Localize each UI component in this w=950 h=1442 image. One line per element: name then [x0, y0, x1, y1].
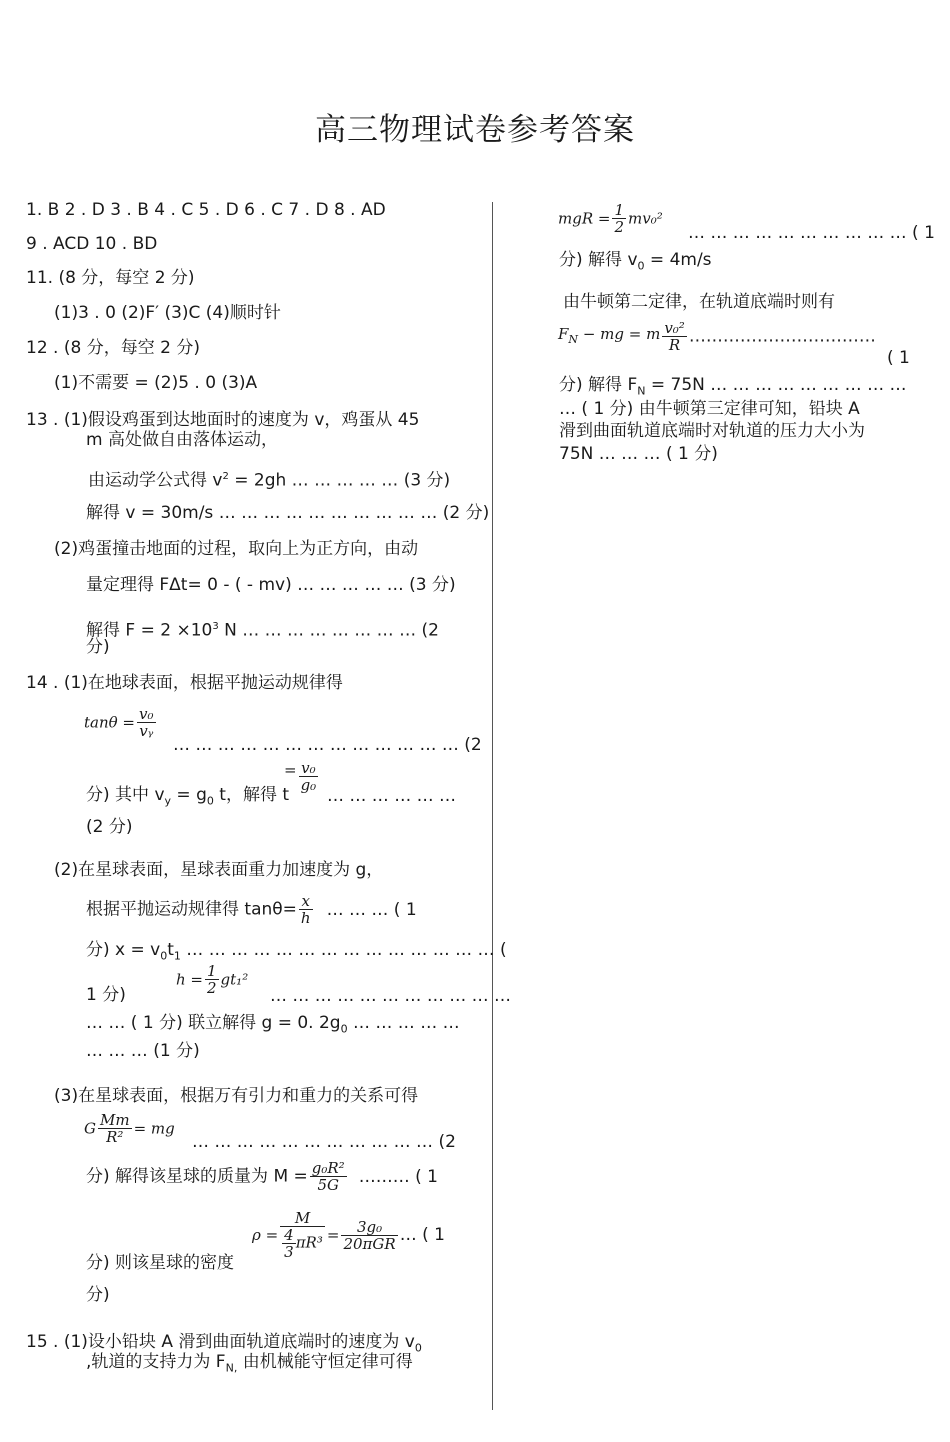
- q14-part1-dots2: … … … … … …: [327, 786, 457, 806]
- q14-t-formula: = $\frac{\text{v₀}}{\text{g₀}}$: [284, 759, 317, 794]
- q14-part3-dots: … … … … … … … … … … … (2: [192, 1132, 456, 1152]
- q14-part2-x: 分) $x = v_0t_1$ … … … … … … … … … … … … … … (: [86, 940, 507, 963]
- q13-part1-line2: m 高处做自由落体运动，: [86, 430, 278, 450]
- q13-part2-line1: (2)鸡蛋撞击地面的过程，取向上为正方向，由动: [54, 539, 419, 559]
- q14-part3-mass: 分) 解得该星球的质量为 M = $\frac{\text{g₀R²}}{5G}$ ……… ( 1: [86, 1159, 438, 1194]
- page-title: 高三物理试卷参考答案: [315, 112, 635, 148]
- newton-second-law-formula: $F_N$ − mg = m $\frac{\text{v₀²}}{R}$ ……………………………: [558, 319, 876, 354]
- q14-h-formula: h = $\frac{1}{2}$ gt₁²: [176, 962, 249, 997]
- q14-part2-dots: … … … … … … … … … … …: [270, 986, 512, 1006]
- q14-part1-vy: 分) 其中 $v_y = g_0$ t，解得 t: [86, 785, 290, 808]
- q15-part1-line1: 15 . (1)设小铅块 A 滑到曲面轨道底端时的速度为 $v_0$: [26, 1332, 422, 1355]
- q12-heading: 12 . (8 分，每空 2 分): [26, 338, 200, 358]
- q13-part2-result: 解得 $F = 2 \times 10^3$ N … … … … … … … … (2: [86, 620, 439, 641]
- q14-part3-line1: (3)在星球表面，根据万有引力和重力的关系可得: [54, 1086, 419, 1106]
- q14-part2-result: … … ( 1 分) 联立解得 g = 0. $2g_0$ … … … … …: [86, 1013, 460, 1036]
- v0-result: 分) 解得 $v_0 = 4m/s$: [559, 250, 712, 273]
- q14-part2-points1: 1 分): [86, 985, 126, 1005]
- mc-answers-row2: 9 . ACD 10 . BD: [26, 234, 158, 254]
- q14-part2-line1: (2)在星球表面，星球表面重力加速度为 g，: [54, 860, 384, 880]
- q15-part1-line2: ,轨道的支持力为 $F_{N,}$ 由机械能守恒定律可得: [86, 1352, 413, 1375]
- mc-answers-row1: 1. B 2 . D 3 . B 4 . C 5 . D 6 . C 7 . D 8 . AD: [26, 200, 386, 220]
- q14-gravity-formula: G $\frac{Mm}{\text{R²}}$ = mg: [84, 1111, 175, 1146]
- q14-density-formula: ρ = M $\frac{4}{3}$ πR³ = $\frac{\text{3g₀}}{\text{20πGR}}$ … ( 1: [252, 1209, 445, 1261]
- q13-part1-kinematics: 由运动学公式得 $v^2 = 2gh$ … … … … … (3 分): [88, 470, 451, 491]
- newton-third-law-line1: … ( 1 分) 由牛顿第三定律可知，铅块 A: [559, 399, 860, 419]
- column-divider: [492, 202, 493, 1410]
- q14-part1-points: (2 分): [86, 817, 133, 837]
- q11-answers: (1)3 . 0 (2)F′ (3)C (4)顺时针: [54, 303, 281, 323]
- q14-part1-line1: 14 . (1)在地球表面，根据平抛运动规律得: [26, 673, 343, 693]
- fn-result: 分) 解得 $F_N = 75N$ … … … … … … … … …: [559, 375, 907, 398]
- newton-second-law-points: ( 1: [887, 348, 910, 368]
- q13-part1-result: 解得 v = 30m/s … … … … … … … … … … (2 分): [86, 503, 490, 523]
- energy-dots: … … … … … … … … … … ( 1: [688, 223, 935, 243]
- energy-conservation-formula: mgR = $\frac{1}{2}$ mv₀²: [558, 201, 663, 236]
- q13-part2-points: 分): [86, 637, 110, 657]
- q13-part1-line1: 13 . (1)假设鸡蛋到达地面时的速度为 v，鸡蛋从 45: [26, 410, 420, 430]
- q14-part1-dots: … … … … … … … … … … … … … (2: [173, 735, 482, 755]
- q13-part2-impulse: 量定理得 FΔt= 0 - ( - mv) … … … … … (3 分): [86, 575, 456, 595]
- newton-third-law-line2: 滑到曲面轨道底端时对轨道的压力大小为: [559, 421, 865, 441]
- newton-second-law-intro: 由牛顿第二定律，在轨道底端时则有: [563, 292, 835, 312]
- q12-answers: (1)不需要 = (2)5 . 0 (3)A: [54, 373, 258, 393]
- newton-third-law-line3: 75N … … … ( 1 分): [559, 444, 718, 464]
- q14-part3-density: 分) 则该星球的密度: [86, 1253, 235, 1273]
- q11-heading: 11. (8 分，每空 2 分): [26, 268, 195, 288]
- q14-tan-formula: tanθ = $\frac{\text{v₀}}{\text{vᵧ}}$: [84, 705, 154, 740]
- q14-part3-points: 分): [86, 1285, 110, 1305]
- q14-part2-points2: … … … (1 分): [86, 1041, 200, 1061]
- q14-part2-tan: 根据平抛运动规律得 tanθ= $\frac{x}{h}$ … … … ( 1: [86, 892, 417, 927]
